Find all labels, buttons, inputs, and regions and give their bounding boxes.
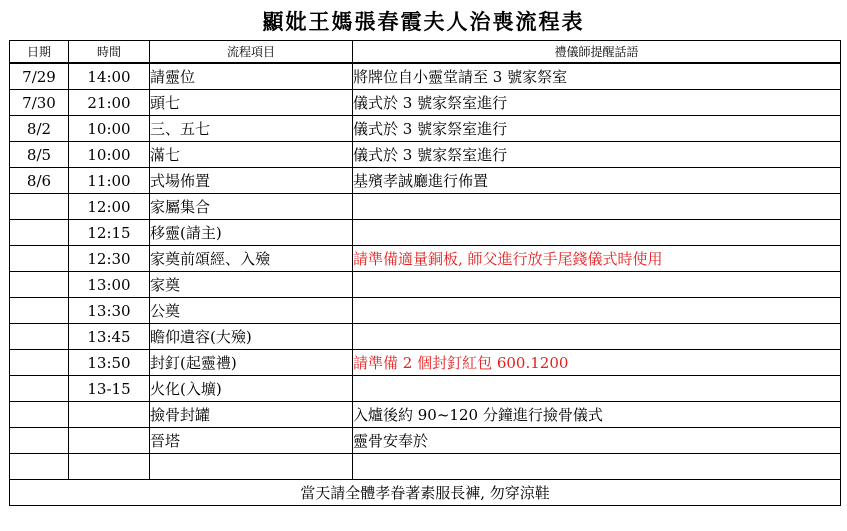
table-row bbox=[10, 428, 841, 454]
row-time: 21:00 bbox=[69, 90, 150, 116]
row-date bbox=[10, 194, 69, 220]
row-item: 火化(入壙) bbox=[150, 376, 353, 402]
row-item: 公奠 bbox=[150, 298, 353, 324]
row-item: 撿骨封罐 bbox=[150, 402, 353, 428]
row-date bbox=[10, 246, 69, 272]
row-time: 11:00 bbox=[69, 168, 150, 194]
row-time: 10:00 bbox=[69, 142, 150, 168]
footer-note: 當天請全體孝眷著素服長褲, 勿穿涼鞋 bbox=[10, 480, 841, 506]
row-date bbox=[10, 454, 69, 480]
row-date bbox=[10, 402, 69, 428]
row-item: 封釘(起靈禮) bbox=[150, 350, 353, 376]
footer-row bbox=[10, 480, 841, 506]
table-row bbox=[10, 194, 841, 220]
row-time: 12:00 bbox=[69, 194, 150, 220]
row-date: 7/29 bbox=[10, 63, 69, 90]
row-item: 移靈(請主) bbox=[150, 220, 353, 246]
row-note bbox=[353, 298, 841, 324]
row-note bbox=[353, 272, 841, 298]
row-date bbox=[10, 220, 69, 246]
table-row bbox=[10, 402, 841, 428]
header-date: 日期 bbox=[10, 41, 69, 64]
row-item bbox=[150, 454, 353, 480]
table-row bbox=[10, 324, 841, 350]
row-note: 靈骨安奉於 bbox=[353, 428, 841, 454]
table-row bbox=[10, 454, 841, 480]
header-time: 時間 bbox=[69, 41, 150, 64]
row-note bbox=[353, 324, 841, 350]
row-time: 13-15 bbox=[69, 376, 150, 402]
row-date: 7/30 bbox=[10, 90, 69, 116]
row-note: 請準備適量銅板, 師父進行放手尾錢儀式時使用 bbox=[353, 246, 841, 272]
row-note bbox=[353, 376, 841, 402]
row-date bbox=[10, 324, 69, 350]
table-row bbox=[10, 298, 841, 324]
row-date bbox=[10, 350, 69, 376]
schedule-table bbox=[9, 40, 841, 506]
row-date bbox=[10, 272, 69, 298]
row-date bbox=[10, 298, 69, 324]
row-item: 家屬集合 bbox=[150, 194, 353, 220]
row-date: 8/5 bbox=[10, 142, 69, 168]
row-date: 8/6 bbox=[10, 168, 69, 194]
row-time: 13:30 bbox=[69, 298, 150, 324]
table-row bbox=[10, 168, 841, 194]
row-note: 儀式於 3 號家祭室進行 bbox=[353, 90, 841, 116]
row-note bbox=[353, 194, 841, 220]
row-date bbox=[10, 428, 69, 454]
row-time bbox=[69, 402, 150, 428]
schedule-rows bbox=[10, 63, 841, 480]
row-note bbox=[353, 454, 841, 480]
table-row bbox=[10, 246, 841, 272]
table-row bbox=[10, 272, 841, 298]
row-time: 13:00 bbox=[69, 272, 150, 298]
row-item: 家奠前頌經、入殮 bbox=[150, 246, 353, 272]
table-row bbox=[10, 142, 841, 168]
row-date bbox=[10, 376, 69, 402]
row-note: 將牌位自小靈堂請至 3 號家祭室 bbox=[353, 63, 841, 90]
row-note bbox=[353, 220, 841, 246]
row-note: 儀式於 3 號家祭室進行 bbox=[353, 116, 841, 142]
row-time: 14:00 bbox=[69, 63, 150, 90]
table-row bbox=[10, 220, 841, 246]
page-title: 顯妣王媽張春霞夫人治喪流程表 bbox=[262, 9, 585, 34]
row-note: 基殯孝誠廳進行佈置 bbox=[353, 168, 841, 194]
row-item: 三、五七 bbox=[150, 116, 353, 142]
row-item: 請靈位 bbox=[150, 63, 353, 90]
header-row bbox=[10, 41, 841, 64]
table-row bbox=[10, 63, 841, 90]
row-item: 頭七 bbox=[150, 90, 353, 116]
row-time: 10:00 bbox=[69, 116, 150, 142]
row-time bbox=[69, 428, 150, 454]
row-note: 儀式於 3 號家祭室進行 bbox=[353, 142, 841, 168]
table-row bbox=[10, 350, 841, 376]
row-note: 請準備 2 個封釘紅包 600.1200 bbox=[353, 350, 841, 376]
row-time: 12:15 bbox=[69, 220, 150, 246]
header-item: 流程項目 bbox=[150, 41, 353, 64]
row-note: 入爐後約 90~120 分鐘進行撿骨儀式 bbox=[353, 402, 841, 428]
row-item: 家奠 bbox=[150, 272, 353, 298]
row-item: 晉塔 bbox=[150, 428, 353, 454]
row-date: 8/2 bbox=[10, 116, 69, 142]
row-time bbox=[69, 454, 150, 480]
table-row bbox=[10, 90, 841, 116]
table-row bbox=[10, 116, 841, 142]
row-time: 13:45 bbox=[69, 324, 150, 350]
row-time: 13:50 bbox=[69, 350, 150, 376]
header-note: 禮儀師提醒話語 bbox=[353, 41, 841, 64]
row-time: 12:30 bbox=[69, 246, 150, 272]
row-item: 滿七 bbox=[150, 142, 353, 168]
row-item: 式場佈置 bbox=[150, 168, 353, 194]
row-item: 瞻仰遺容(大殮) bbox=[150, 324, 353, 350]
table-row bbox=[10, 376, 841, 402]
